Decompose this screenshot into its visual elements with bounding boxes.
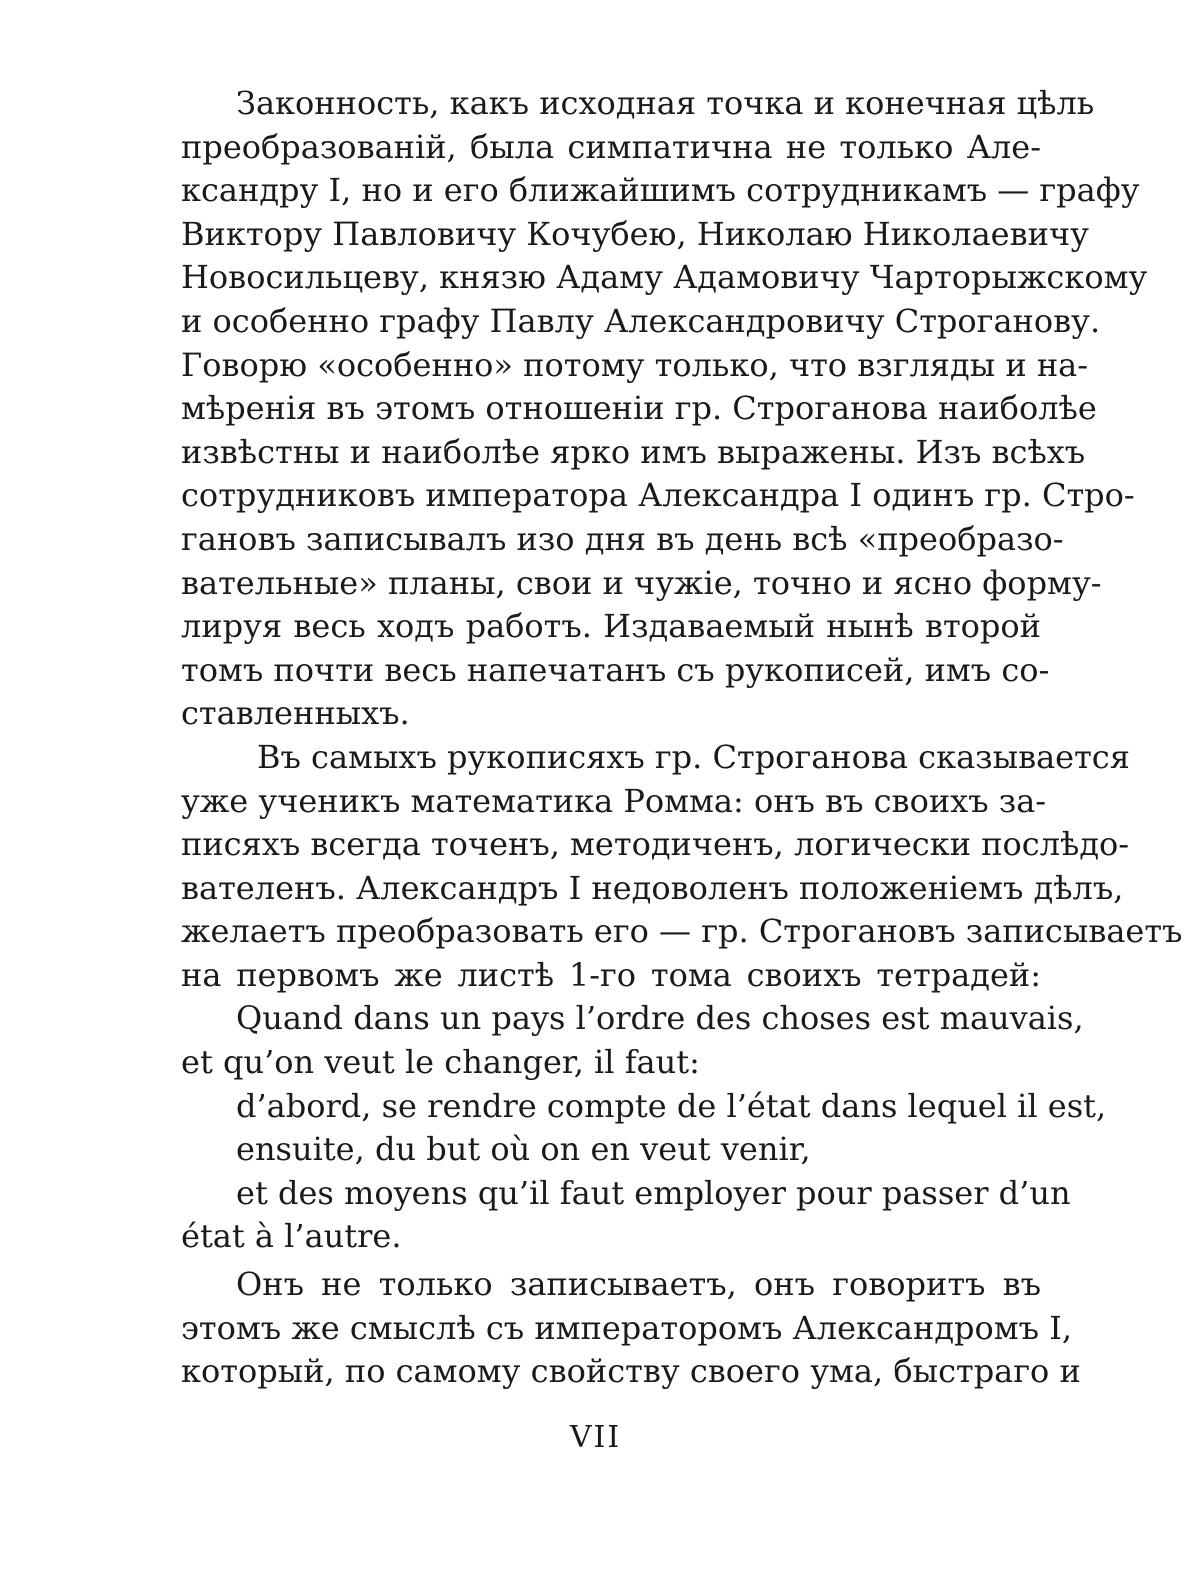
text-line: который, по самому свойству своего ума, быстраго и [181, 1352, 1081, 1391]
quote-line: état à l’autre. [181, 1217, 402, 1256]
text-line: Говорю «особенно» потому только, что взгляды и на- [181, 345, 1089, 384]
text-line: писяхъ всегда точенъ, методиченъ, логически послѣдо- [181, 825, 1130, 864]
text-line: ставленныхъ. [181, 694, 410, 733]
text-line: ксандру I, но и его ближайшимъ сотрудникамъ — графу [181, 171, 1140, 210]
text-line: Законность, какъ исходная точка и конечная цѣль [236, 84, 1095, 122]
text-line: этомъ же смыслѣ съ императоромъ Александромъ I, [181, 1308, 1073, 1347]
paragraph-1 [181, 82, 1148, 736]
paragraph-3 [181, 1263, 1081, 1394]
text-line: сотрудниковъ императора Александра I одинъ гр. Стро- [181, 476, 1135, 515]
text-line: лируя весь ходъ работъ. Издаваемый нынѣ второй [181, 607, 1041, 646]
quote-line: et qu’on veut le changer, il faut: [181, 1043, 700, 1082]
quote-line: ensuite, du but où on en veut venir, [236, 1130, 811, 1169]
text-line: на первомъ же листѣ 1-го тома своихъ тетрадей: [181, 955, 1041, 994]
text-line: Новосильцеву, князю Адаму Адамовичу Чарторыжскому [181, 258, 1148, 297]
text-line: уже ученикъ математика Ромма: онъ въ своихъ за- [181, 781, 1047, 820]
text-line: и особенно графу Павлу Александровичу Строганову. [181, 301, 1101, 340]
text-line: мѣренія въ этомъ отношеніи гр. Строганова наиболѣе [181, 389, 1097, 428]
text-line: извѣстны и наиболѣе ярко имъ выражены. Изъ всѣхъ [181, 432, 1086, 471]
text-line: Онъ не только записываетъ, онъ говоритъ въ [236, 1265, 1041, 1304]
text-line: гановъ записывалъ изо дня въ день всѣ «преобразо- [181, 519, 1064, 558]
french-quote [181, 997, 1107, 1259]
body-text [181, 82, 1183, 1394]
text-line: преобразованій, была симпатична не только Але- [181, 127, 1041, 166]
quote-line: et des moyens qu’il faut employer pour passer d’un [236, 1173, 1071, 1212]
text-line: вательные» планы, свои и чужіе, точно и ясно форму- [181, 563, 1102, 602]
quote-line: d’abord, se rendre compte de l’état dans lequel il est, [236, 1086, 1107, 1125]
text-line: вателенъ. Александръ I недоволенъ положеніемъ дѣлъ, [181, 868, 1124, 907]
text-line: желаетъ преобразовать его — гр. Строгановъ записываетъ [181, 912, 1183, 951]
text-line: Виктору Павловичу Кочубею, Николаю Николаевичу [181, 214, 1089, 253]
text-line: Въ самыхъ рукописяхъ гр. Строганова сказывается [257, 737, 1130, 776]
text-line: томъ почти весь напечатанъ съ рукописей, имъ со- [181, 650, 1050, 689]
quote-line: Quand dans un pays l’ordre des choses est mauvais, [236, 999, 1084, 1038]
paragraph-2 [181, 736, 1183, 998]
page-number: VII [569, 1420, 622, 1455]
